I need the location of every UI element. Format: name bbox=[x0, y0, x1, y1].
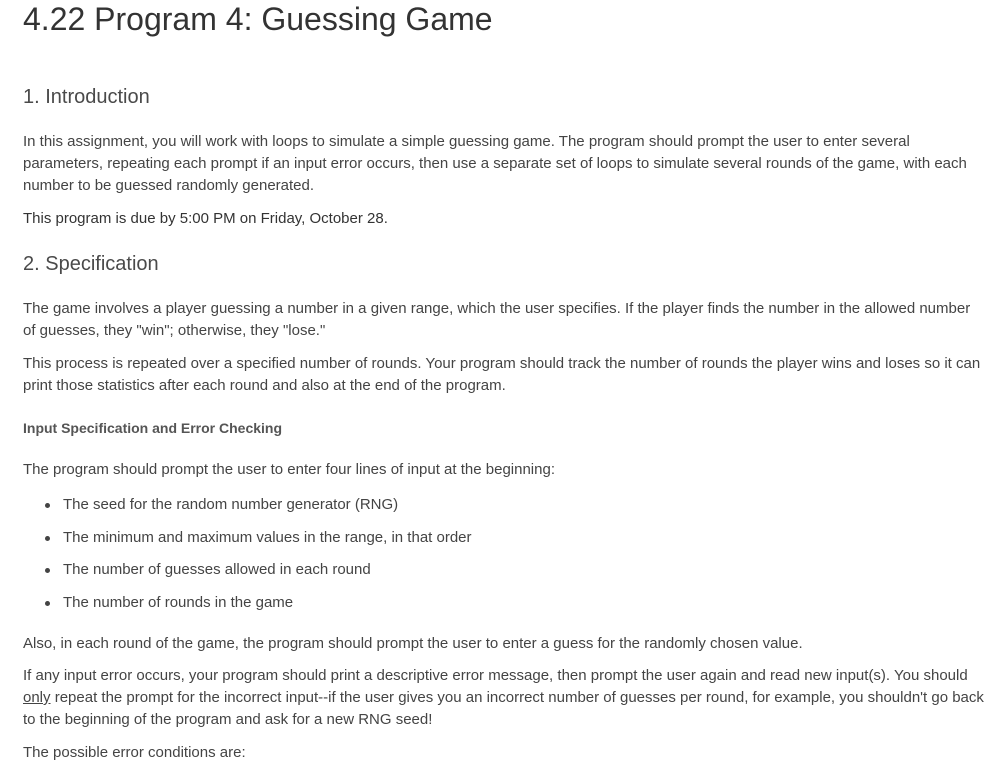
bullet-icon bbox=[45, 601, 50, 606]
section-heading-introduction: 1. Introduction bbox=[23, 86, 150, 108]
error-text-part1: If any input error occurs, your program should print a descriptive error message, then prompt the user again and read new input(s). You should bbox=[23, 667, 968, 684]
section-heading-specification: 2. Specification bbox=[23, 253, 159, 275]
conditions-intro-paragraph: The possible error conditions are: bbox=[23, 744, 246, 761]
bullet-icon bbox=[45, 536, 50, 541]
emphasis-only: only bbox=[23, 689, 51, 706]
page-title: 4.22 Program 4: Guessing Game bbox=[23, 1, 493, 37]
list-item-text: The number of rounds in the game bbox=[63, 593, 294, 611]
bullet-icon bbox=[45, 568, 50, 573]
error-text-part2: repeat the prompt for the incorrect input--if the user gives you an incorrect number of guesses per round, for example, you shouldn't go back to the beginning of the program and ask for a new RNG seed! bbox=[23, 689, 984, 728]
bullet-icon bbox=[45, 503, 50, 508]
spec-paragraph-game: The game involves a player guessing a number in a given range, which the user specifies. If the player finds the number in the allowed number of guesses, they "win"; otherwise, they "lose." bbox=[23, 300, 971, 339]
intro-paragraph: In this assignment, you will work with loops to simulate a simple guessing game. The program should prompt the user to enter several parameters, repeating each prompt if an input error occurs, then use a separate set of loops to simulate several rounds of the game, with each number to be guessed randomly generated. bbox=[23, 133, 967, 194]
spec-paragraph-rounds: This process is repeated over a specified number of rounds. Your program should track the number of rounds the player wins and loses so it can print those statistics after each round and also at the end of the program. bbox=[23, 355, 981, 394]
list-item-text: The minimum and maximum values in the range, in that order bbox=[63, 528, 472, 546]
subheading-input-specification: Input Specification and Error Checking bbox=[23, 420, 283, 436]
list-item-text: The number of guesses allowed in each round bbox=[63, 561, 371, 578]
error-handling-paragraph bbox=[23, 665, 985, 731]
due-date-paragraph: This program is due by 5:00 PM on Friday, October 28. bbox=[23, 210, 388, 227]
list-item-text: The seed for the random number generator (RNG) bbox=[63, 496, 399, 513]
guess-prompt-paragraph: Also, in each round of the game, the program should prompt the user to enter a guess for the randomly chosen value. bbox=[23, 635, 803, 652]
prompt-intro-paragraph: The program should prompt the user to enter four lines of input at the beginning: bbox=[23, 461, 555, 478]
